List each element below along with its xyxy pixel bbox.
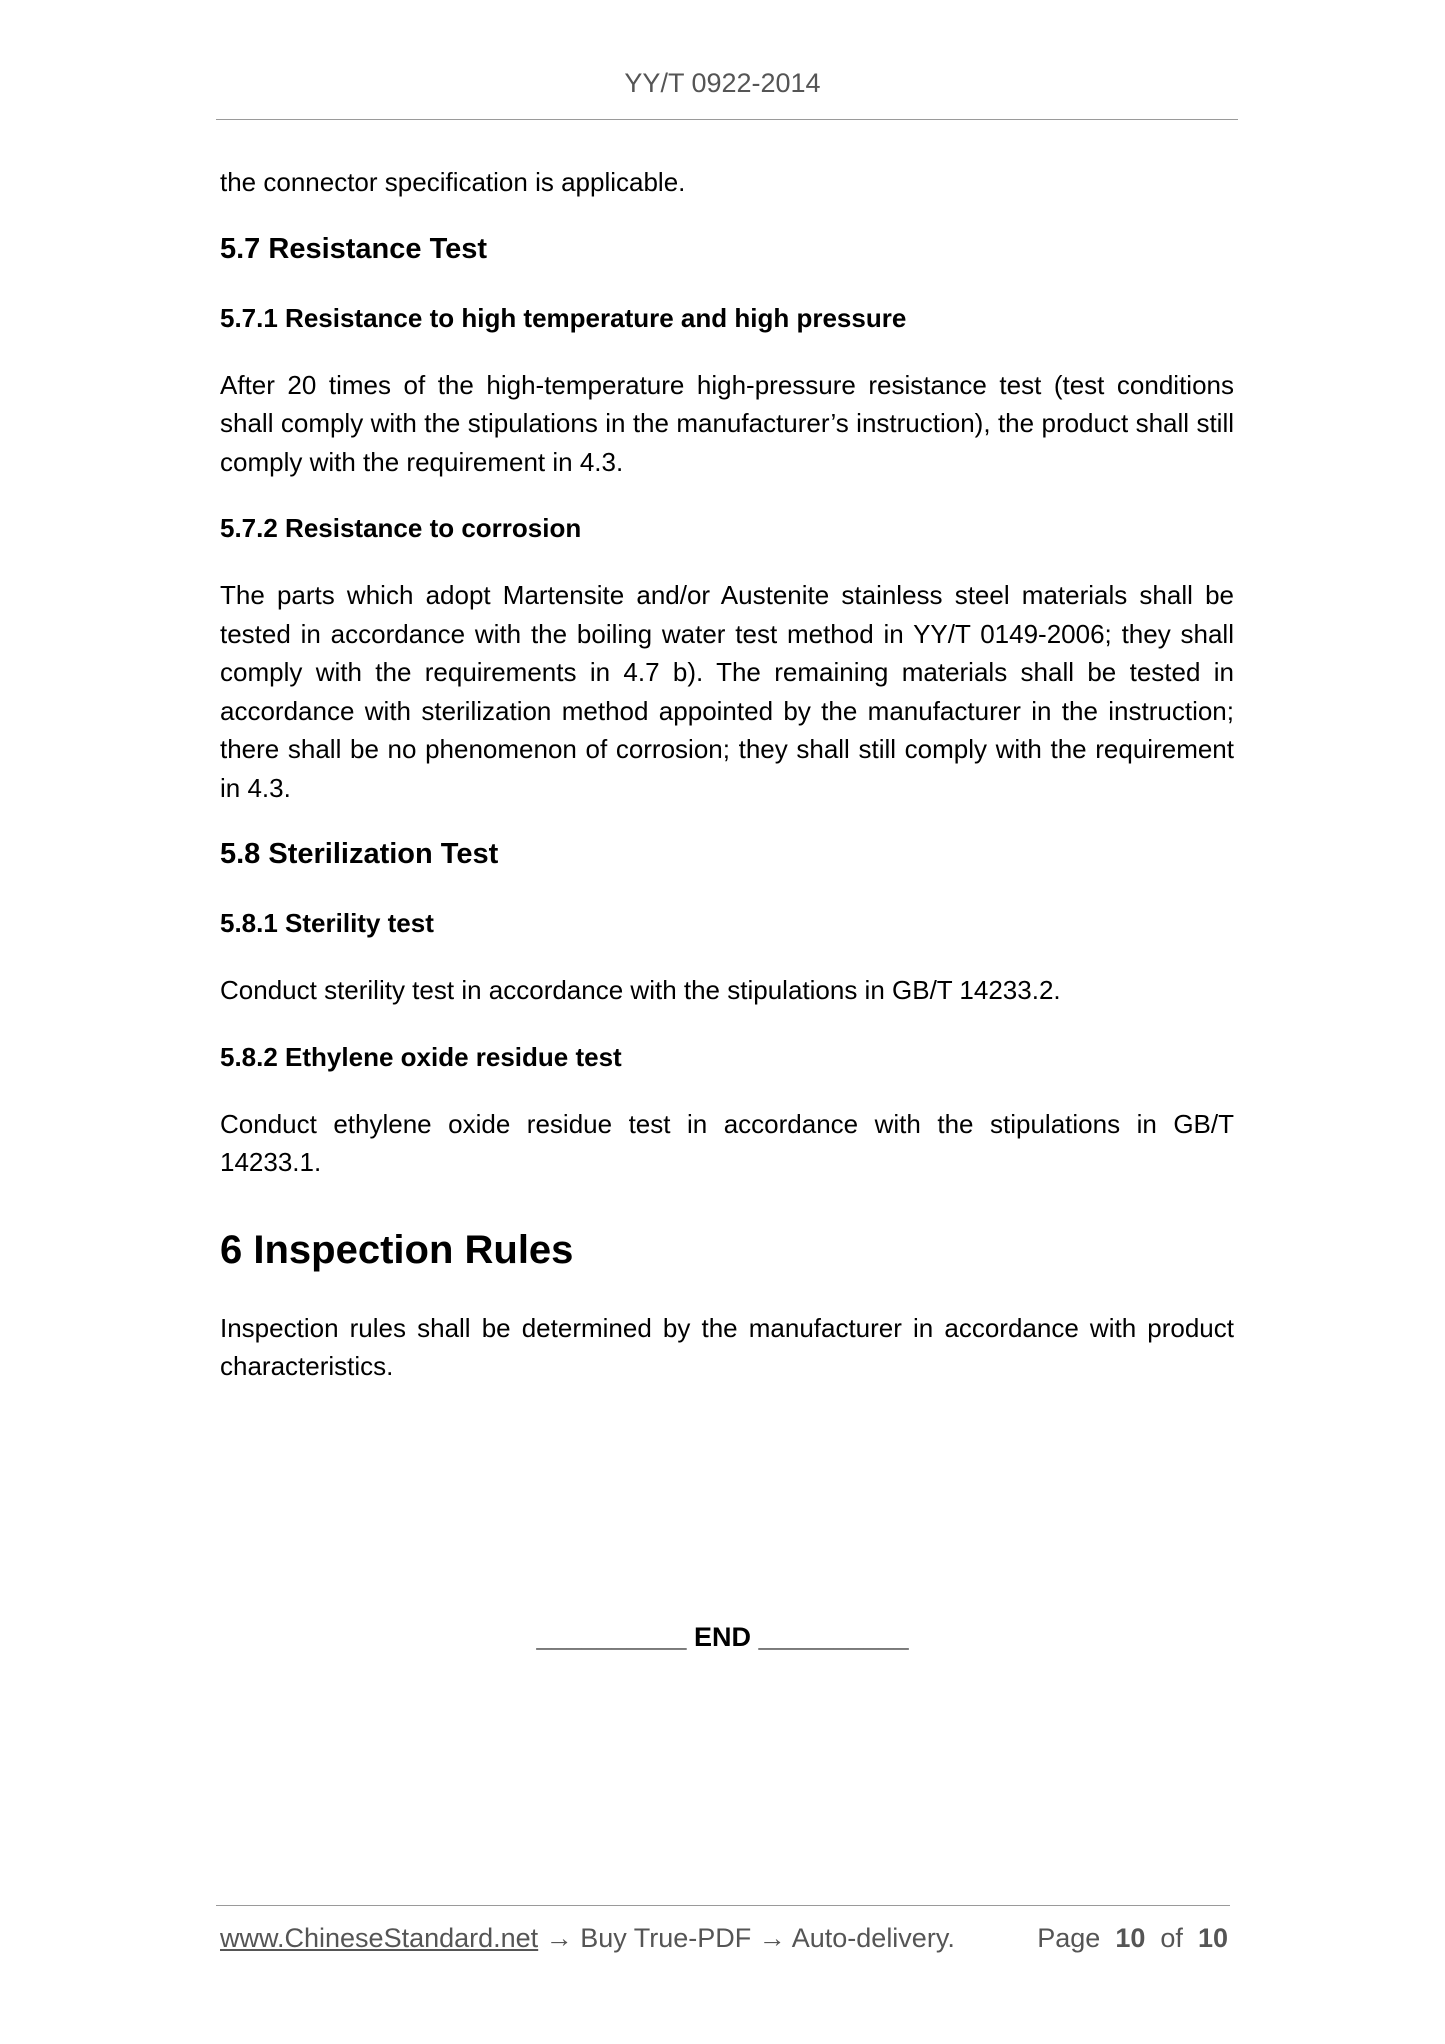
footer-divider	[216, 1905, 1230, 1906]
chapter-6-paragraph: Inspection rules shall be determined by the manufacturer in accordance with product characteristics.	[220, 1312, 1234, 1381]
page-number	[1037, 1923, 1228, 1954]
document-code-header: YY/T 0922-2014	[624, 68, 821, 98]
section-5-8-heading: 5.8 Sterilization Test	[220, 838, 499, 870]
document-body	[220, 163, 1234, 1415]
section-5-8-2-heading: 5.8.2 Ethylene oxide residue test	[220, 1041, 622, 1072]
page-footer	[220, 1923, 1228, 1954]
current-page-number: 10	[1115, 1923, 1146, 1953]
page-of-label: of	[1160, 1923, 1183, 1953]
chinesestandard-link[interactable]: www.ChineseStandard.net	[220, 1923, 539, 1953]
section-5-7-1-paragraph: After 20 times of the high-temperature high-pressure resistance test (test conditions shall comply with the stipulations in the manufacturer’s instruction), the product shall still comply with the requirement in 4.3.	[220, 369, 1234, 477]
section-5-7-heading: 5.7 Resistance Test	[220, 232, 488, 265]
section-5-7-1-heading: 5.7.1 Resistance to high temperature and high pressure	[220, 302, 907, 333]
continuation-paragraph: the connector specification is applicable.	[220, 167, 686, 197]
section-5-8-1-paragraph: Conduct sterility test in accordance with the stipulations in GB/T 14233.2.	[220, 975, 1061, 1005]
footer-promo-text: → Buy True-PDF → Auto-delivery.	[538, 1923, 955, 1953]
header-divider	[216, 119, 1238, 120]
end-of-document-mark: __________ END __________	[536, 1622, 909, 1652]
section-5-7-2-heading: 5.7.2 Resistance to corrosion	[220, 513, 582, 543]
chapter-6-heading: 6 Inspection Rules	[220, 1227, 574, 1272]
page-label: Page	[1037, 1923, 1101, 1953]
section-5-8-1-heading: 5.8.1 Sterility test	[220, 908, 434, 938]
total-page-number: 10	[1197, 1923, 1228, 1953]
section-5-7-2-paragraph: The parts which adopt Martensite and/or Austenite stainless steel materials shall be tested in accordance with the boiling water test method in YY/T 0149-2006; they shall comply with the requirements in 4.7 b). The remaining materials shall be tested in accordance with sterilization method appointed by the manufacturer in the instruction; there shall be no phenomenon of corrosion; they shall still comply with the requirement in 4.3.	[220, 580, 1234, 803]
section-5-8-2-paragraph: Conduct ethylene oxide residue test in accordance with the stipulations in GB/T 14233.1.	[220, 1108, 1234, 1177]
